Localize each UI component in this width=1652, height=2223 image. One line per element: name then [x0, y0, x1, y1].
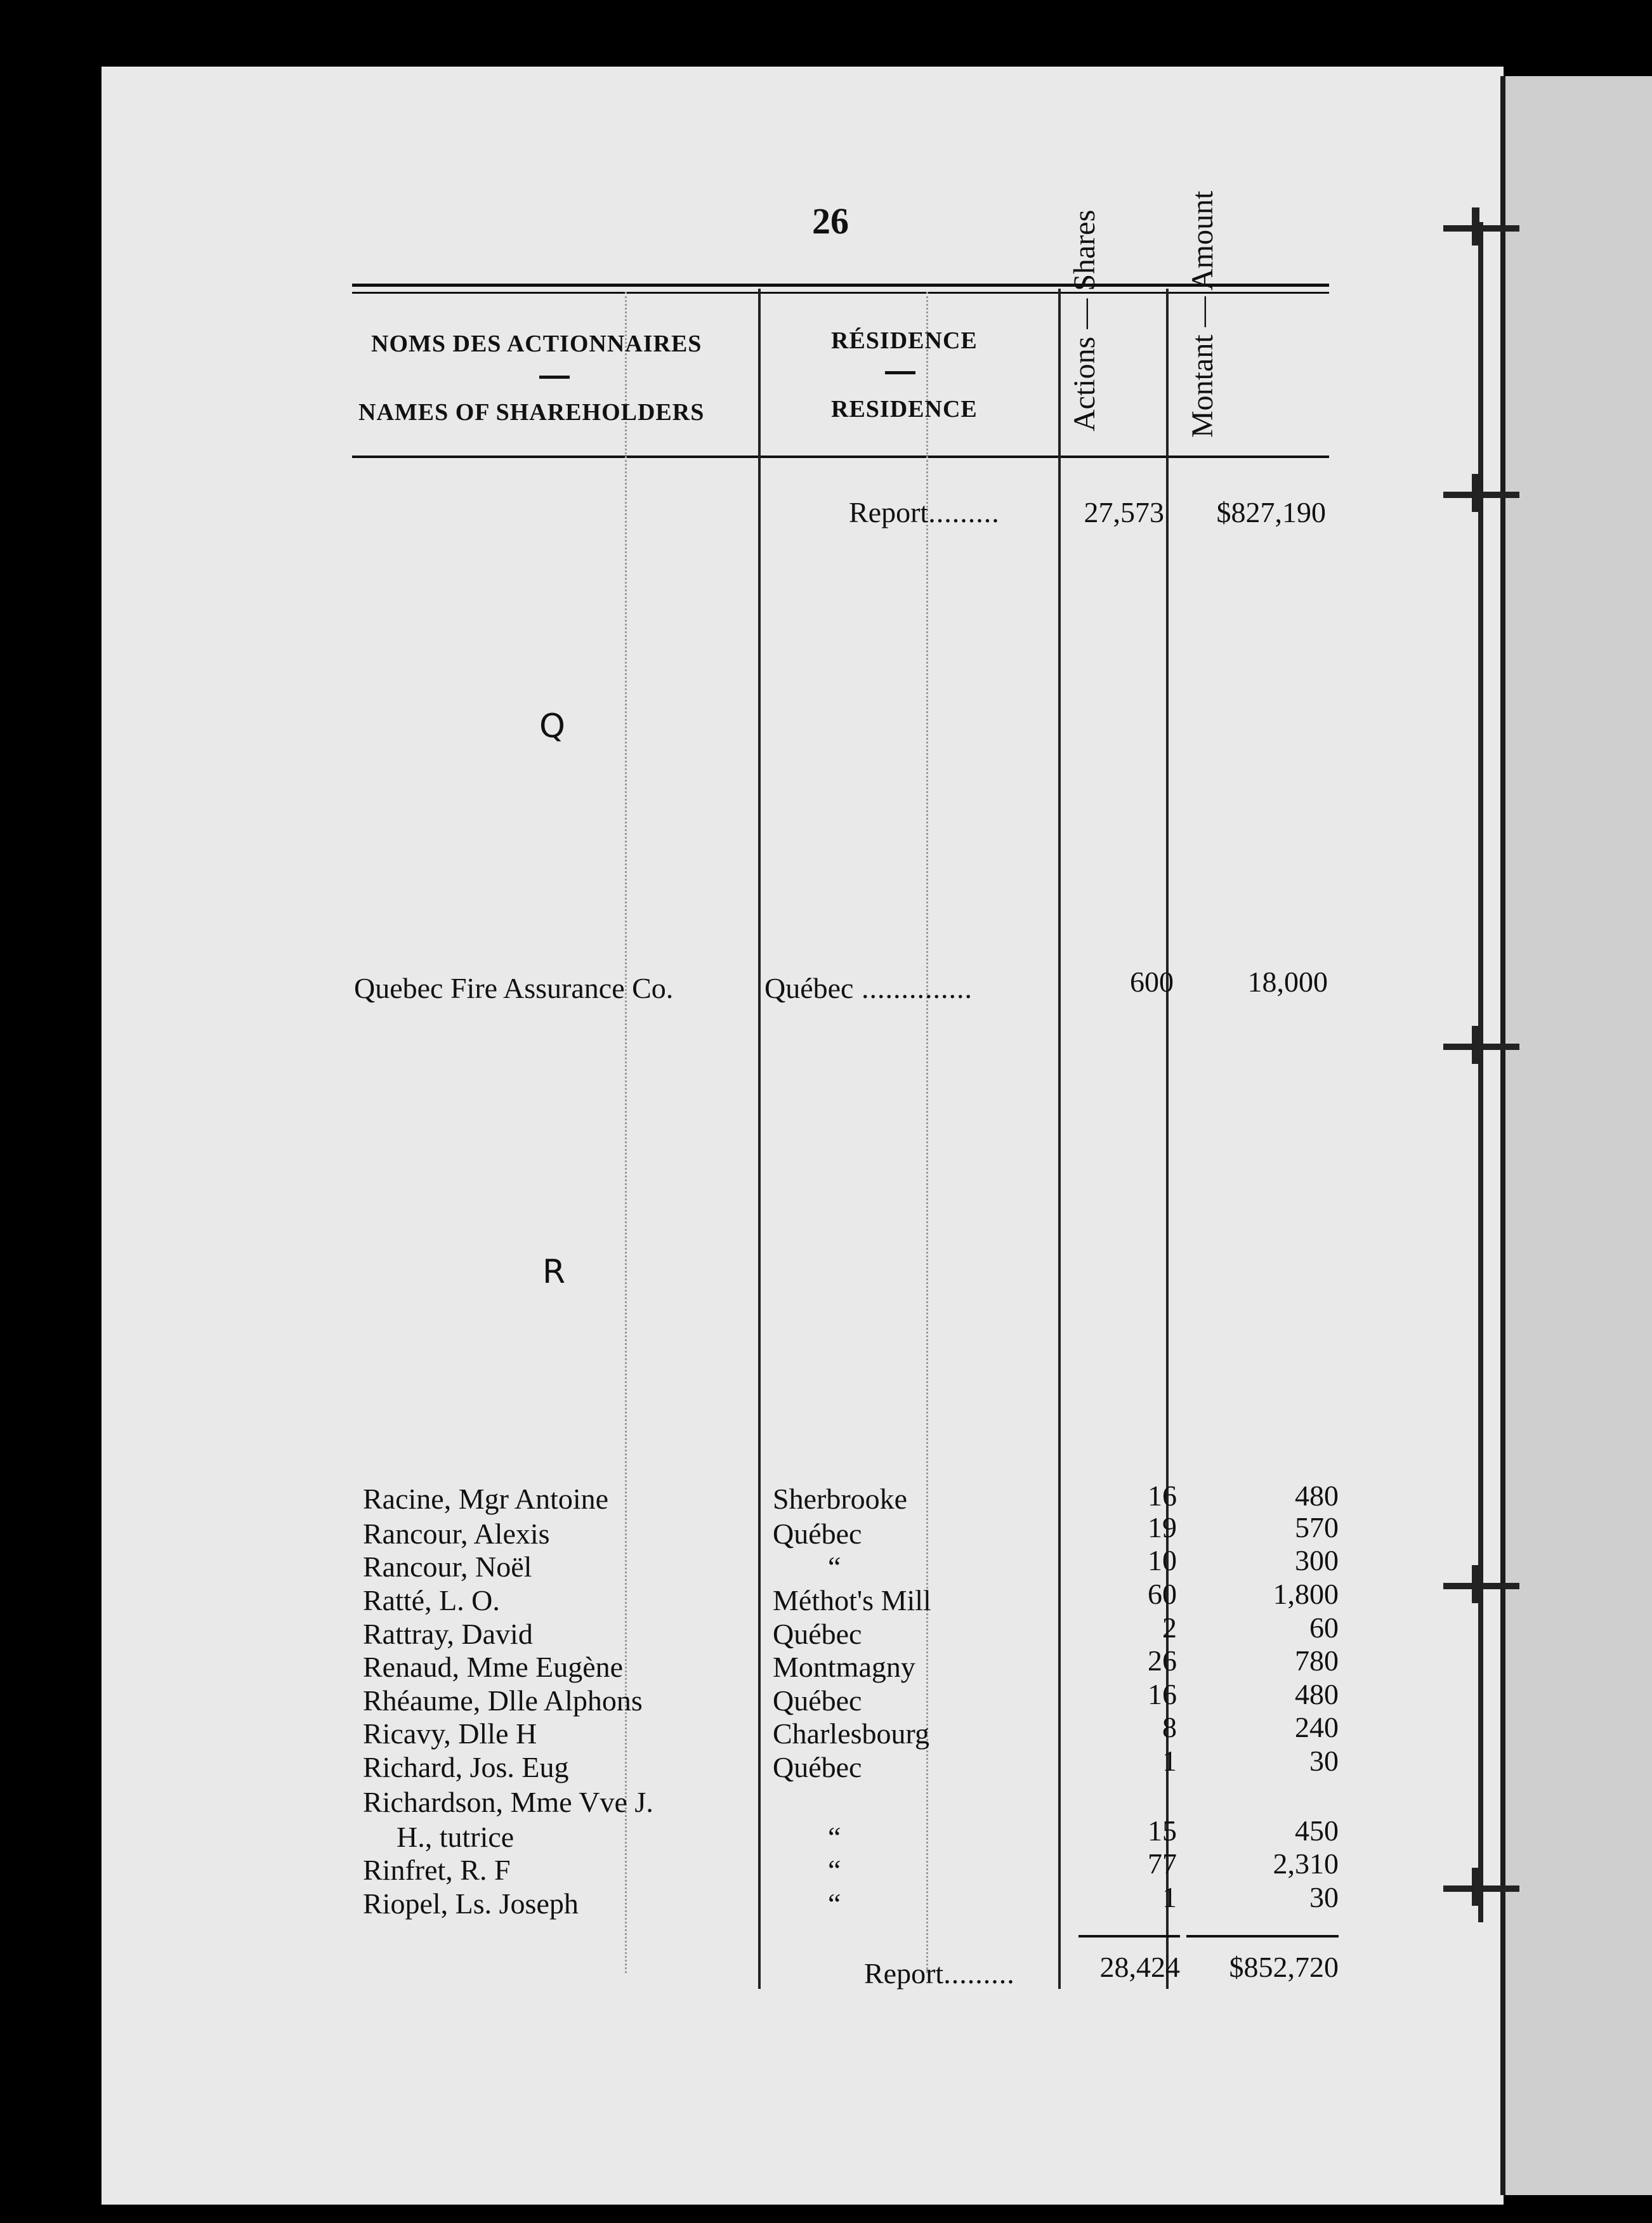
header-top-rule-thin — [352, 292, 1329, 294]
row-name: Riopel, Ls. Joseph — [363, 1887, 579, 1920]
row-residence: Québec — [773, 1684, 862, 1717]
header-residence-dash — [885, 371, 915, 374]
row-shares: 16 — [1148, 1479, 1177, 1512]
row-amount: 570 — [1295, 1511, 1339, 1544]
row-name: Racine, Mgr Antoine — [363, 1483, 609, 1515]
header-top-rule — [352, 284, 1329, 287]
row-amount: 60 — [1309, 1611, 1339, 1644]
row-amount: 300 — [1295, 1544, 1339, 1577]
binding-stitch — [1443, 225, 1519, 232]
header-names-en: NAMES OF SHAREHOLDERS — [358, 399, 705, 426]
column-divider-residence — [758, 289, 761, 1989]
row-residence: “ — [828, 1887, 841, 1920]
header-names-dash — [539, 376, 570, 379]
row-shares: 16 — [1148, 1678, 1177, 1710]
row-name: Renaud, Mme Eugène — [363, 1651, 624, 1683]
row-amount: 30 — [1309, 1881, 1339, 1913]
row-residence: “ — [828, 1821, 841, 1853]
row-amount: 1,800 — [1273, 1578, 1339, 1610]
row-shares: 60 — [1148, 1578, 1177, 1610]
row-residence: “ — [828, 1551, 841, 1583]
header-bottom-rule — [352, 456, 1329, 458]
header-residence-fr: RÉSIDENCE — [831, 327, 978, 354]
row-shares: 10 — [1148, 1544, 1177, 1577]
row-name: H., tutrice — [397, 1821, 515, 1853]
row-residence: “ — [828, 1854, 841, 1886]
row-shares: 2 — [1162, 1611, 1177, 1644]
report-bottom-shares: 28,424 — [1099, 1951, 1180, 1983]
quebec-fire-name: Quebec Fire Assurance Co. — [354, 972, 674, 1004]
section-letter-q: Q — [539, 707, 565, 745]
binding-stitch — [1443, 1885, 1519, 1892]
row-name: Rinfret, R. F — [363, 1854, 511, 1886]
row-name: Rattray, David — [363, 1618, 533, 1650]
report-bottom-label: Report......... — [864, 1957, 1015, 1990]
row-residence: Québec — [773, 1518, 862, 1550]
total-rule-amount — [1186, 1935, 1339, 1938]
report-top-shares: 27,573 — [1084, 496, 1164, 528]
faint-column-line — [625, 292, 627, 1973]
row-amount: 450 — [1295, 1814, 1339, 1847]
report-top-amount: $827,190 — [1216, 496, 1326, 528]
row-residence: Méthot's Mill — [773, 1584, 931, 1616]
next-page-edge — [1500, 76, 1652, 2195]
row-amount: 480 — [1295, 1678, 1339, 1710]
row-shares: 19 — [1148, 1511, 1177, 1544]
row-amount: 480 — [1295, 1479, 1339, 1512]
report-top-label: Report......... — [849, 496, 1000, 528]
column-divider-shares — [1058, 289, 1061, 1989]
binding-stitch — [1443, 492, 1519, 498]
row-name: Rhéaume, Dlle Alphons — [363, 1684, 643, 1717]
row-name: Rancour, Noël — [363, 1551, 532, 1583]
row-name: Rancour, Alexis — [363, 1518, 550, 1550]
row-shares: 77 — [1148, 1847, 1177, 1880]
row-residence: Québec — [773, 1618, 862, 1650]
row-residence: Charlesbourg — [773, 1717, 930, 1750]
quebec-fire-amount: 18,000 — [1247, 966, 1328, 998]
row-name: Richardson, Mme Vve J. — [363, 1786, 653, 1818]
row-residence: Sherbrooke — [773, 1483, 908, 1515]
page-number: 26 — [812, 200, 849, 242]
row-amount: 30 — [1309, 1745, 1339, 1777]
row-shares: 15 — [1148, 1814, 1177, 1847]
report-bottom-amount: $852,720 — [1229, 1951, 1339, 1983]
header-names-fr: NOMS DES ACTIONNAIRES — [371, 331, 702, 357]
row-amount: 2,310 — [1273, 1847, 1339, 1880]
header-residence-en: RESIDENCE — [831, 396, 978, 423]
header-shares: Actions — Shares — [1068, 209, 1101, 431]
row-shares: 8 — [1162, 1711, 1177, 1743]
row-residence: Québec — [773, 1751, 862, 1783]
binding-stitch — [1443, 1044, 1519, 1050]
quebec-fire-shares: 600 — [1130, 966, 1174, 998]
row-amount: 240 — [1295, 1711, 1339, 1743]
row-residence: Montmagny — [773, 1651, 915, 1683]
header-amount: Montant — Amount — [1186, 190, 1219, 438]
row-shares: 26 — [1148, 1644, 1177, 1677]
binding-stitch — [1443, 1583, 1519, 1589]
row-name: Ratté, L. O. — [363, 1584, 500, 1616]
section-letter-r: R — [542, 1253, 566, 1291]
row-shares: 1 — [1162, 1881, 1177, 1913]
total-rule-shares — [1078, 1935, 1180, 1938]
quebec-fire-residence: Québec .............. — [764, 972, 973, 1004]
row-amount: 780 — [1295, 1644, 1339, 1677]
row-name: Richard, Jos. Eug — [363, 1751, 569, 1783]
row-name: Ricavy, Dlle H — [363, 1717, 537, 1750]
row-shares: 1 — [1162, 1745, 1177, 1777]
